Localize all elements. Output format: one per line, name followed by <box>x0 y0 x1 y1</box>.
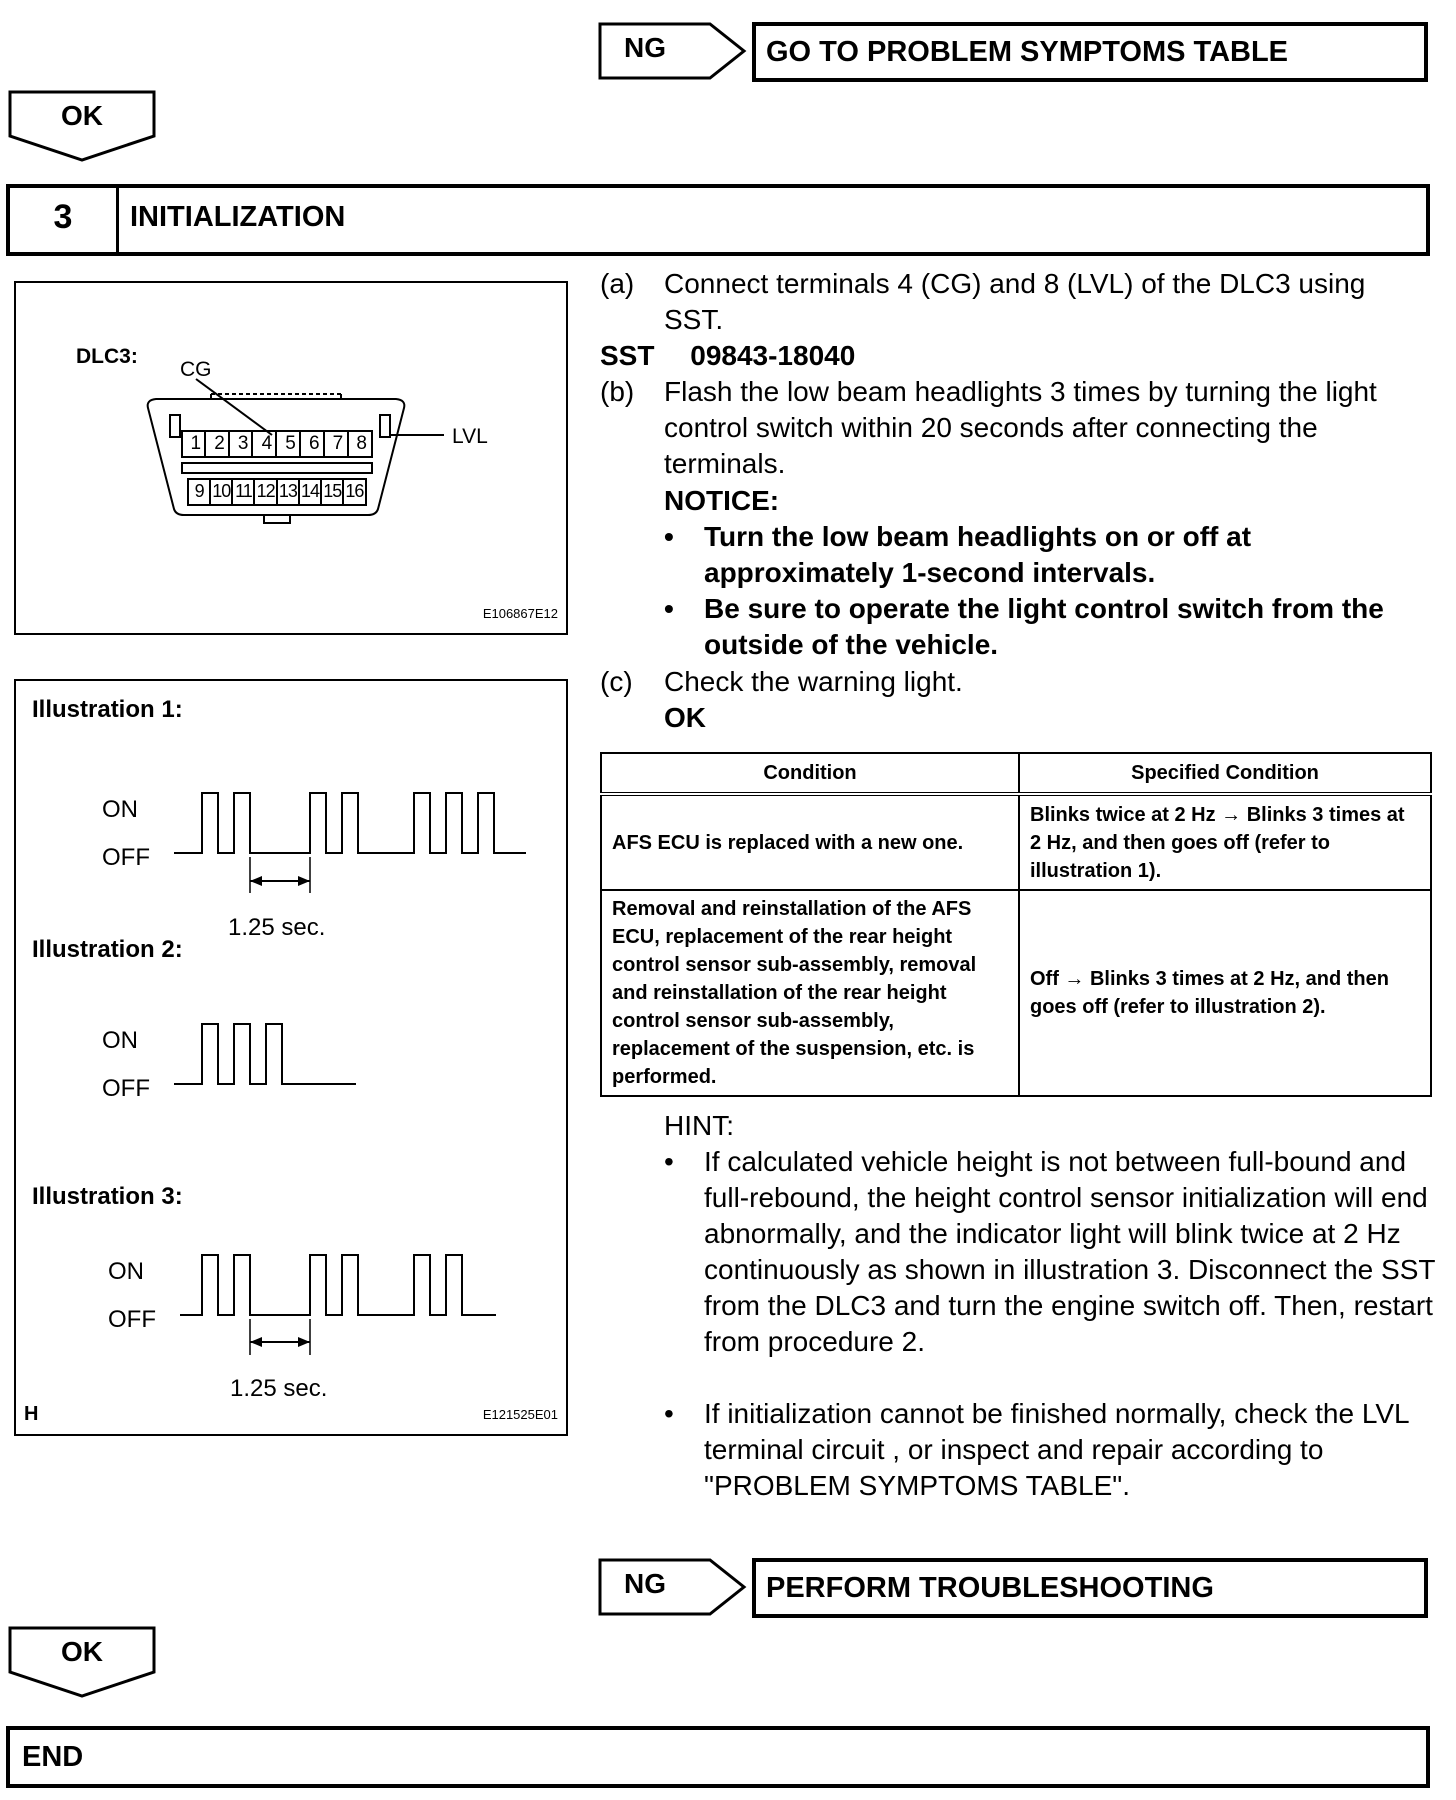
bullet-icon: • <box>664 1146 674 1177</box>
pin-number: 7 <box>332 433 344 454</box>
table-cell-specified: Blinks twice at 2 Hz → Blinks 3 times at 2 Hz, and then goes off (refer to illustration 1). <box>1019 794 1431 890</box>
ok-label: OK <box>61 100 103 131</box>
illustration-3-title: Illustration 3: <box>32 1183 183 1210</box>
pin-number: 3 <box>237 433 249 454</box>
pin-number: 16 <box>345 481 364 501</box>
on-label: ON <box>102 796 138 823</box>
step-a <box>600 266 1430 338</box>
pin-number: 10 <box>212 481 231 501</box>
ng-arrow-shape <box>598 22 748 80</box>
pin-number: 2 <box>214 433 225 454</box>
notice-item <box>664 519 1424 591</box>
table-header-row <box>601 753 1431 794</box>
ok-label: OK <box>61 1636 103 1667</box>
illustration-1-title: Illustration 1: <box>32 696 183 723</box>
table-row <box>601 890 1431 1096</box>
end-box: END <box>6 1726 1430 1788</box>
step-b-label: (b) <box>600 376 635 407</box>
step-a-text: Connect terminals 4 (CG) and 8 (LVL) of the DLC3 using SST. <box>664 268 1366 335</box>
illustrations-figure <box>14 679 568 1436</box>
illustration-2-title: Illustration 2: <box>32 936 183 963</box>
pin-number: 14 <box>301 481 320 501</box>
ng-marker-bottom <box>598 1558 748 1616</box>
ng-label: NG <box>624 32 666 63</box>
table-header-cell: Specified Condition <box>1019 753 1431 794</box>
cg-label: CG <box>180 358 212 381</box>
table-row <box>601 794 1431 890</box>
ng-action-troubleshooting[interactable]: PERFORM TROUBLESHOOTING <box>752 1558 1428 1618</box>
hint-item-text: If calculated vehicle height is not between full-bound and full-rebound, the height control sensor initialization will end abnormally, and the indicator light will blink twice at 2 Hz continuously as shown in illustration 3. Disconnect the SST from the DLC3 and turn the engine switch off. Then, restart from procedure 2. <box>704 1146 1435 1357</box>
ng-label: NG <box>624 1568 666 1599</box>
spec-table <box>600 752 1432 1097</box>
step-c-text: Check the warning light. <box>664 666 963 697</box>
sst-number: 09843-18040 <box>690 340 856 371</box>
notice-item-text: Be sure to operate the light control switch from the outside of the vehicle. <box>704 593 1384 660</box>
hint-item <box>664 1144 1436 1360</box>
notice-item-text: Turn the low beam headlights on or off at approximately 1-second intervals. <box>704 521 1252 588</box>
ng-marker-top <box>598 22 748 80</box>
pin-number: 15 <box>323 481 342 501</box>
figure-id: E121525E01 <box>482 1407 558 1422</box>
ok-heading: OK <box>664 702 706 733</box>
step-c-label: (c) <box>600 666 633 697</box>
hint-title: HINT: <box>664 1110 734 1141</box>
ok-marker-top <box>8 90 156 162</box>
dlc3-label: DLC3: <box>76 345 138 368</box>
waveform-illustration-3 <box>180 1255 496 1315</box>
pin-number: 9 <box>194 481 204 501</box>
bullet-icon: • <box>664 521 674 552</box>
off-label: OFF <box>102 1075 150 1102</box>
table-cell-condition: Removal and reinstallation of the AFS ECU, replacement of the rear height control sensor sub-assembly, removal and reinstallation of the rear height control sensor sub-assembly, replacement of the suspension, etc. is performed. <box>601 890 1019 1096</box>
interval-label: 1.25 sec. <box>228 914 326 941</box>
dlc3-figure <box>14 281 568 635</box>
pin-number: 13 <box>278 481 297 501</box>
notice-title: NOTICE: <box>664 485 780 516</box>
pin-number: 4 <box>261 433 273 454</box>
waveform-drawings <box>16 681 566 1434</box>
bullet-icon: • <box>664 593 674 624</box>
pin-number: 1 <box>190 433 202 454</box>
table-cell-specified: Off → Blinks 3 times at 2 Hz, and then goes off (refer to illustration 2). <box>1019 890 1431 1096</box>
interval-label: 1.25 sec. <box>230 1375 328 1402</box>
notice-item <box>664 591 1424 663</box>
step-a-label: (a) <box>600 268 635 299</box>
step-b <box>600 374 1430 482</box>
off-label: OFF <box>108 1306 156 1333</box>
step-c <box>600 664 1430 700</box>
on-label: ON <box>102 1027 138 1054</box>
table-cell-condition: AFS ECU is replaced with a new one. <box>601 794 1019 890</box>
corner-letter: H <box>24 1403 39 1425</box>
pin-row-bottom <box>188 481 366 502</box>
waveform-illustration-2 <box>174 1024 356 1084</box>
pin-number: 5 <box>285 433 296 454</box>
off-label: OFF <box>102 844 150 871</box>
pin-number: 6 <box>308 433 320 454</box>
dlc3-connector-drawing <box>16 283 566 633</box>
pin-row-top <box>184 433 374 455</box>
hint-item-text: If initialization cannot be finished normally, check the LVL terminal circuit , or inspect and repair according to "PROBLEM SYMPTOMS TABLE". <box>704 1398 1409 1501</box>
step-number: 3 <box>53 198 73 236</box>
bullet-icon: • <box>664 1398 674 1429</box>
pin-number: 12 <box>256 481 275 501</box>
step-b-text: Flash the low beam headlights 3 times by turning the light control switch within 20 seconds after connecting the terminals. <box>664 376 1377 479</box>
sst-line <box>600 338 855 374</box>
ng-action-goto-symptoms[interactable]: GO TO PROBLEM SYMPTOMS TABLE <box>752 22 1428 82</box>
hint-item <box>664 1396 1436 1504</box>
on-label: ON <box>108 1258 144 1285</box>
figure-id: E106867E12 <box>482 606 558 621</box>
sst-label: SST <box>600 340 655 371</box>
step-title: INITIALIZATION <box>130 201 346 233</box>
waveform-illustration-1 <box>174 793 526 853</box>
ok-marker-bottom <box>8 1626 156 1698</box>
table-header-cell: Condition <box>601 753 1019 794</box>
pin-number: 11 <box>235 481 252 501</box>
ng-arrow-shape <box>598 1558 748 1616</box>
pin-number: 8 <box>356 433 367 454</box>
lvl-label: LVL <box>452 425 488 448</box>
